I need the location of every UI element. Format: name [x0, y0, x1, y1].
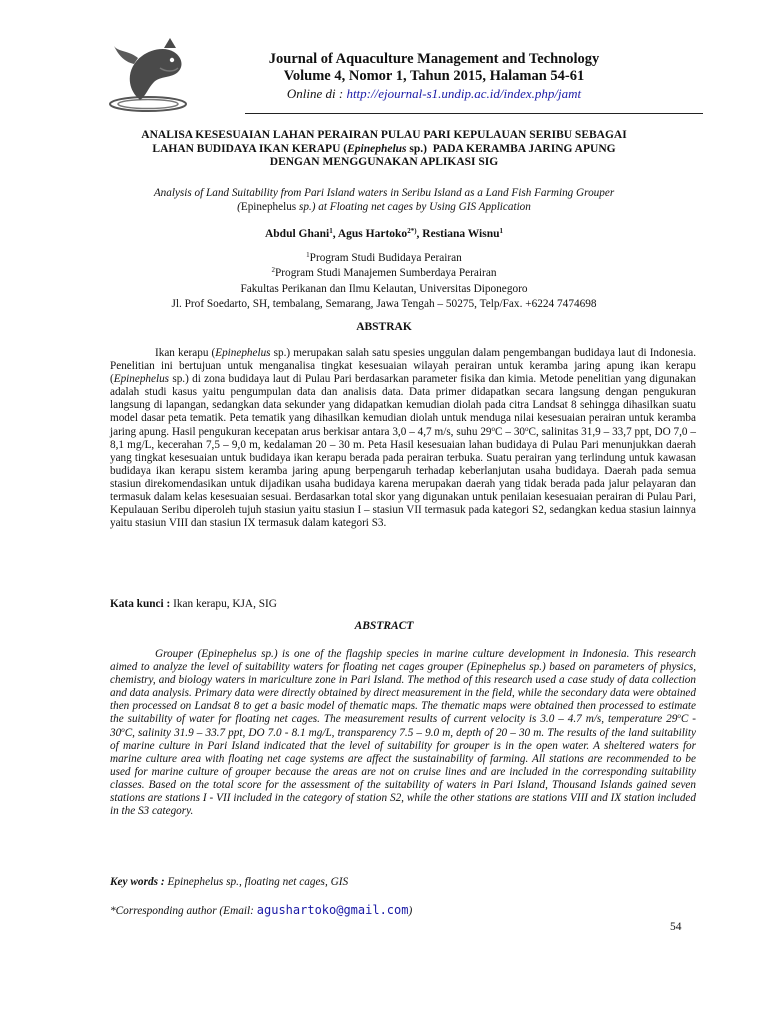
header-divider — [245, 113, 703, 114]
title-line-1: ANALISA KESESUAIAN LAHAN PERAIRAN PULAU PARI KEPULAUAN SERIBU SEBAGAI — [141, 129, 627, 141]
affiliation-line — [110, 266, 658, 281]
abstrak-paragraph — [110, 347, 696, 530]
affiliation-sup: 1 — [306, 251, 310, 259]
key-words-text: Epinephelus sp., floating net cages, GIS — [167, 876, 349, 888]
journal-header — [200, 51, 668, 103]
author-name: Agus Hartoko — [337, 228, 408, 240]
abstract-heading: ABSTRACT — [354, 620, 414, 632]
english-title-species: Epinephelus — [240, 201, 297, 213]
affiliation-line — [110, 282, 658, 297]
journal-title: Journal of Aquaculture Management and Technology — [268, 51, 600, 67]
abstrak-text: sp.) di zona budidaya laut di Pulau Pari berdasarkan parameter fisika dan kimia. Metode penelitian yang digunakan adalah studi kasus yaitu pengumpulan data dan analisis data. Data primer didapatkan secara langsung dengan pengukuran langsung di lapangan, sedangkan data sekunder yang didapatkan kemudian diolah pada citra Landsat 8 sehingga dihasilkan suatu model dasar peta tematik. Peta tematik yang dihasilkan kemudian diolah untuk menduga nilai kesesuaian perairan untuk keramba jaring apung. Hasil pengukuran kecepatan arus berkisar antara 3,0 – 4,7 m/s, suhu 29 — [110, 373, 696, 438]
title-line-2-part: LAHAN BUDIDAYA IKAN KERAPU ( — [152, 142, 348, 155]
abstrak-text: C, salinitas 31,9 – 33,7 ppt, DO 7,0 – 8,1 mg/L, kecerahan 7,5 – 9,0 m, kedalaman 20 – 30 m. Peta Hasil kesesuaian lahan budidaya di Pulau Pari menunjukkan daerah yang tingkat kesesuaian untuk budidaya ikan kerapu berada pada perairan terbuka. Suatu perairan yang terlindung untuk kawasan budidaya ikan kerapu sistem keramba jaring apung berpengaruh terhadap keberlanjutan usaha budidaya. Daerah pada semua stasiun direkomendasikan untuk dijadikan usaha budidaya karena merupakan daerah yang tidak berada pada jalur pelayaran dan termasuk dalam kelas kesesuaian sesuai. Berdasarkan total skor yang digunakan untuk penilaian kesesuaian perairan di Pulau Pari, Kepulauan Seribu diperoleh tujuh stasiun yaitu stasiun I – stasiun VII termasuk pada kategori S2, sedangkan kedua stasiun lainnya yaitu stasiun VIII dan stasiun IX termasuk dalam kategori S3. — [110, 425, 696, 530]
abstract-paragraph — [110, 648, 696, 818]
abstrak-heading: ABSTRAK — [356, 321, 412, 333]
author-sep: , — [416, 228, 423, 240]
affiliation-line — [110, 251, 658, 266]
title-line-3: DENGAN MENGGUNAKAN APLIKASI SIG — [269, 156, 499, 168]
online-prefix: Online di : — [286, 86, 347, 101]
abstract-text: C - 30 — [110, 713, 696, 739]
fish-logo-icon — [108, 38, 196, 114]
key-words — [110, 876, 348, 888]
abstrak-text: Ikan kerapu ( — [155, 347, 216, 359]
author-sup: 1 — [329, 227, 333, 235]
affiliation-line — [110, 297, 658, 312]
title-line-2 — [110, 143, 658, 157]
english-title-line-1: Analysis of Land Suitability from Pari Island waters in Seribu Island as a Land Fish Farming Grouper — [153, 187, 615, 199]
journal-online-line — [200, 85, 668, 103]
kata-kunci-text: Ikan kerapu, KJA, SIG — [173, 598, 277, 610]
abstrak-text: sp.) merupakan salah satu spesies unggulan dalam pengembangan budidaya laut di Indonesia. Penelitian ini bertujuan untuk menganalisa tingkat kesesuaian wilayah perairan untuk keramba jaring apung ikan kerapu ( — [110, 347, 696, 386]
page-number: 54 — [670, 921, 682, 933]
corr-label: *Corresponding author (Email: — [110, 905, 257, 917]
title-line-2-part: sp.) PADA KERAMBA JARING APUNG — [406, 142, 616, 155]
degree-sup: o — [491, 424, 496, 433]
abstrak-text: C – 30 — [495, 425, 526, 438]
affiliation-text: Fakultas Perikanan dan Ilmu Kelautan, Universitas Diponegoro — [240, 282, 528, 295]
author-list — [110, 228, 658, 240]
author-sup: 1 — [499, 227, 504, 235]
english-title — [125, 186, 643, 214]
journal-url-link[interactable]: http://ejournal-s1.undip.ac.id/index.php/jamt — [346, 86, 582, 101]
affiliation-text: Program Studi Manajemen Sumberdaya Perairan — [275, 267, 497, 280]
english-title-part: sp.) at Floating net cages by Using GIS Application — [296, 201, 531, 213]
affiliation-sup: 2 — [271, 266, 275, 275]
abstrak-species-italic: Epinephelus — [113, 373, 170, 386]
degree-sup: o — [677, 712, 681, 721]
degree-sup: o — [525, 424, 529, 433]
author-name: Abdul Ghani — [264, 228, 330, 240]
abstract-text: C, salinity 31.9 – 33.7 ppt, DO 7.0 - 8.1 mg/L, transparency 7.5 – 9.0 m, depth of 20 – 30 m. The results of the land suitability of marine culture in Pari Island indicated that the level of suitability for grouper is in the open water. A sheltered waters for marine culture area with floating net cage systems are affect the sustainability of farming. All stations are recommended to be used for marine culture of grouper because the areas are not on cruise lines and are included in the corresponding suitability classes. Based on the total score for the assessment of the suitability of waters in Pari Island, Thousand Islands gained seven stations are stations I - VII included in the category of station S2, while the other stations are stations VIII and IX station included in the S3 category. — [110, 726, 696, 818]
abstract-text: Grouper (Epinephelus sp.) is one of the flagship species in marine culture development in Indonesia. This research aimed to analyze the level of suitability waters for floating net cages grouper (Epinephelus sp.) based on parameters of physics, chemistry, and biology waters in mariculture zone in Pari Island. The method of this research used a case study of data collection and data analysis. Primary data were directly obtained by direct measurement in the field, while the secondary data were obtained then processed on Landsat 8 to get a basic model of thematic maps. The thematic maps were obtained then processed to estimate the suitability of water for floating net cages. The measurement results of current velocity is 3.0 – 4.7 m/s, temperature 29 — [110, 648, 696, 726]
author-sep: , — [332, 228, 338, 240]
key-words-label: Key words : — [110, 876, 168, 888]
kata-kunci — [110, 598, 277, 610]
paper-title — [110, 129, 658, 170]
affiliation-text: Jl. Prof Soedarto, SH, tembalang, Semarang, Jawa Tengah – 50275, Telp/Fax. +6224 7474698 — [171, 298, 597, 311]
journal-volume: Volume 4, Nomor 1, Tahun 2015, Halaman 54-61 — [283, 68, 585, 84]
abstrak-species-italic: Epinephelus — [215, 347, 271, 359]
affiliation-text: Program Studi Budidaya Perairan — [309, 252, 462, 264]
title-species-italic: Epinephelus — [347, 142, 407, 155]
kata-kunci-label: Kata kunci : — [110, 598, 174, 610]
corresponding-author — [110, 903, 412, 917]
english-title-part: ( — [237, 201, 241, 213]
corr-email-link[interactable]: agushartoko@gmail.com — [256, 903, 409, 917]
english-title-line-2 — [125, 200, 643, 214]
degree-sup: o — [121, 725, 125, 734]
author-sup: 2*) — [407, 227, 417, 235]
corr-close: ) — [408, 905, 413, 917]
author-name: Restiana Wisnu — [422, 228, 500, 240]
affiliations — [110, 251, 658, 313]
